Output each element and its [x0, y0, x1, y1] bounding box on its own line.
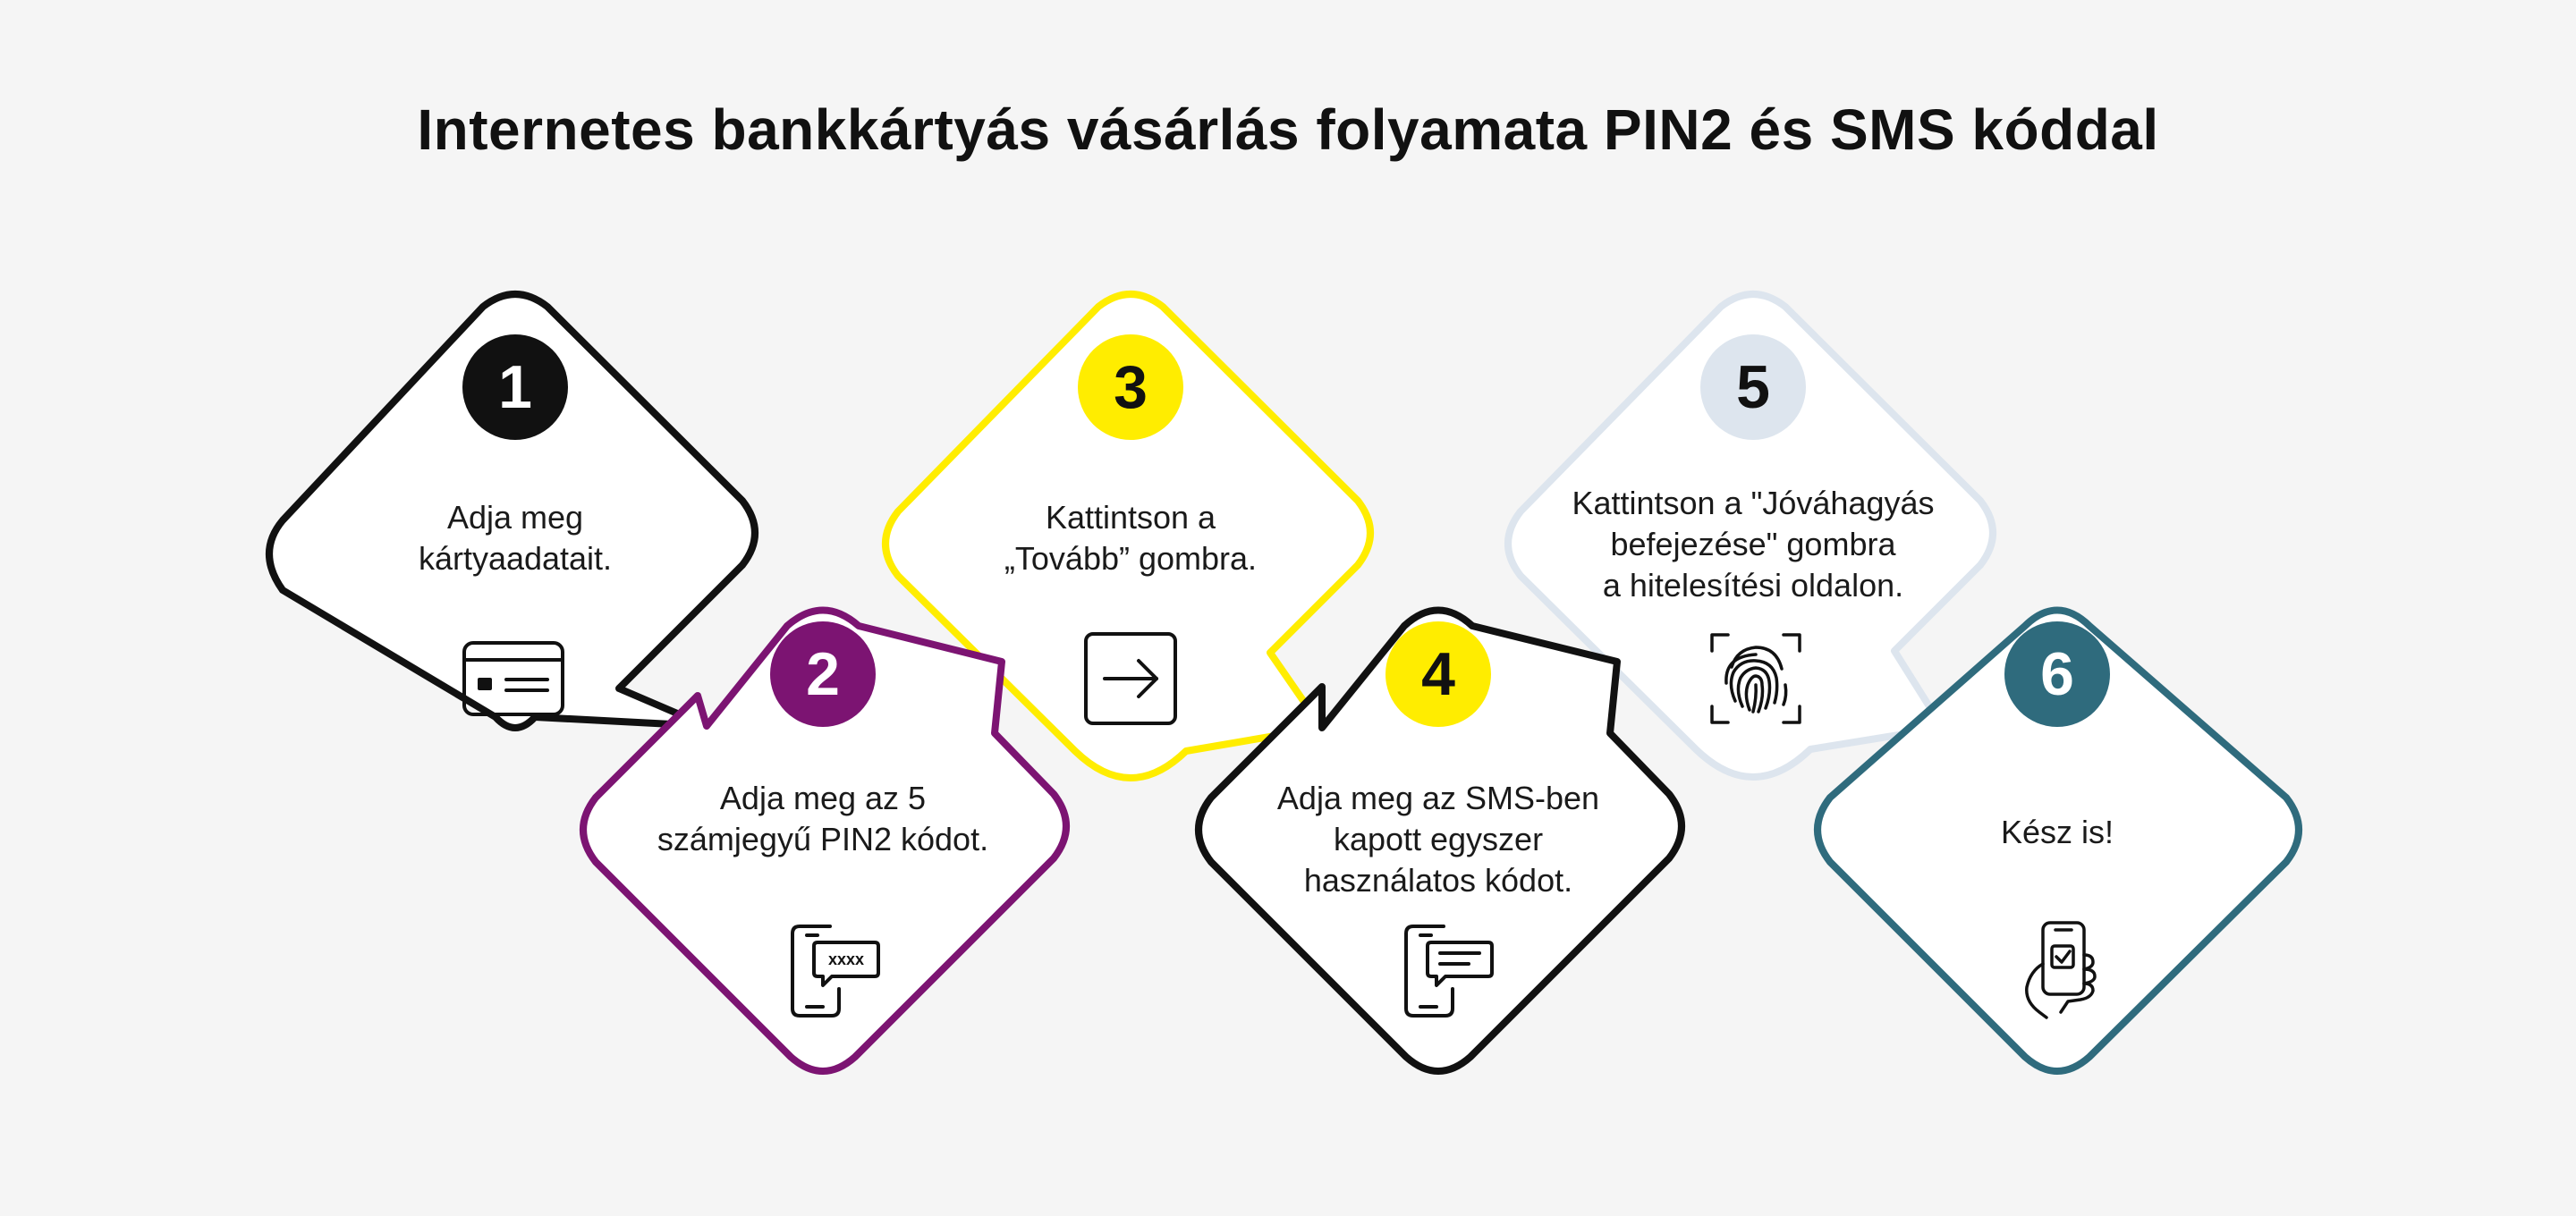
svg-text:xxxx: xxxx: [827, 950, 865, 968]
step-1-number-badge: 1: [462, 334, 568, 440]
page-title: Internetes bankkártyás vásárlás folyamata PIN2 és SMS kóddal: [417, 97, 2159, 162]
step-6-number-badge: 6: [2004, 621, 2110, 727]
step-4-number-badge: 4: [1385, 621, 1491, 727]
fingerprint-icon: [1708, 631, 1803, 726]
hand-phone-check-icon: [2016, 919, 2106, 1019]
arrow-right-button-icon: [1083, 631, 1178, 726]
step-5-text: Kattintson a "Jóváhagyás befejezése" gombra a hitelesítési oldalon.: [1572, 485, 1935, 604]
phone-pin-code-icon: [787, 921, 882, 1019]
step-4-text: Adja meg az SMS-ben kapott egyszer használatos kódot.: [1276, 780, 1600, 899]
step-2-text: Adja meg az 5 számjegyű PIN2 kódot.: [657, 780, 989, 857]
step-6-text: Kész is!: [2000, 814, 2114, 850]
phone-sms-icon: [1401, 921, 1496, 1019]
credit-card-icon: [462, 640, 565, 717]
step-3-text: Kattintson a „Tovább” gombra.: [1004, 499, 1258, 577]
step-3-number-badge: 3: [1078, 334, 1183, 440]
step-1-text: Adja meg kártyaadatait.: [418, 499, 613, 577]
step-2-number-badge: 2: [770, 621, 876, 727]
step-5-number-badge: 5: [1700, 334, 1806, 440]
